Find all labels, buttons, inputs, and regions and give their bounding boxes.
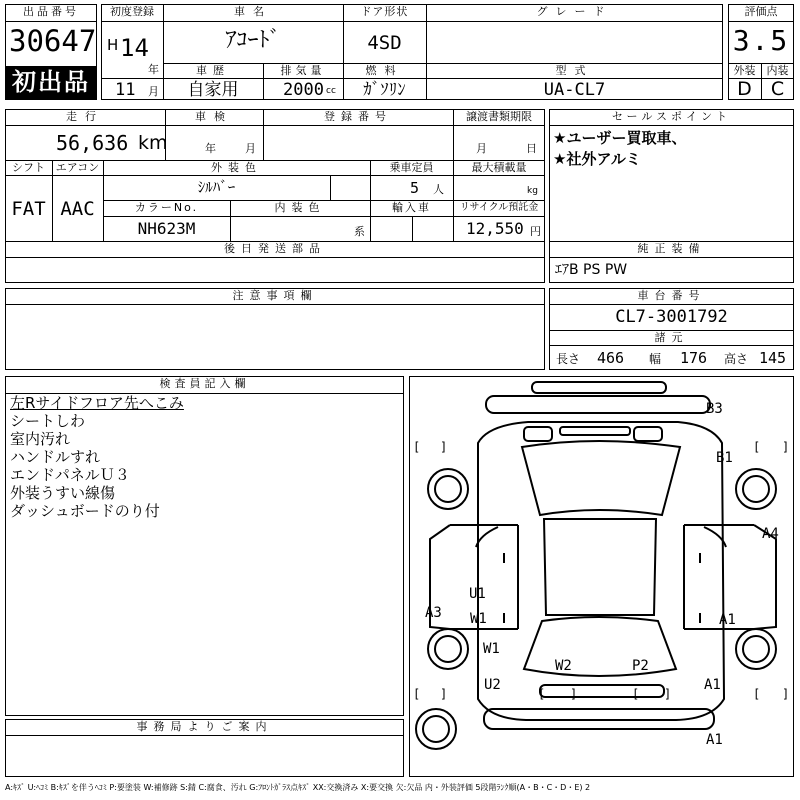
door-label: ドア形状 bbox=[360, 5, 409, 18]
color-no-label: カラーNo. bbox=[134, 201, 199, 214]
equipment-value: ｴｱB PS PW bbox=[555, 262, 628, 278]
lot-number: 30647 bbox=[9, 24, 97, 58]
equipment-label: 純正装備 bbox=[637, 242, 706, 255]
load-unit: kg bbox=[527, 186, 538, 196]
inspection-month-unit: 月 bbox=[245, 142, 256, 155]
inspector-remark-line: ハンドルすれ bbox=[10, 448, 101, 466]
int-color-label: 内装色 bbox=[274, 201, 326, 214]
lot-label: 出品番号 bbox=[23, 5, 79, 18]
ac-label: エアコン bbox=[55, 161, 100, 174]
damage-mark: U1 bbox=[469, 586, 486, 602]
bracket-mark: ] bbox=[440, 440, 448, 454]
mileage-value: 56,636 bbox=[56, 131, 129, 155]
mileage-unit: km bbox=[138, 132, 168, 154]
bracket-mark: ] bbox=[440, 687, 448, 701]
inspector-remark-line: ダッシュボードのり付 bbox=[10, 502, 160, 520]
damage-mark: B3 bbox=[706, 401, 723, 417]
inspector-remark-line: エンドパネルＵ３ bbox=[10, 466, 130, 484]
inspector-remark-line: 左Rサイドフロア先へこみ bbox=[10, 394, 184, 412]
damage-mark: B1 bbox=[716, 450, 733, 466]
bracket-mark: [ bbox=[538, 687, 546, 701]
door-type: 4SD bbox=[367, 32, 402, 54]
fuel-label: 燃料 bbox=[365, 64, 404, 77]
chassis-number: CL7-3001792 bbox=[615, 307, 728, 327]
fuel-value: ｶﾞｿﾘﾝ bbox=[363, 80, 406, 100]
capacity-label: 乗車定員 bbox=[389, 161, 434, 174]
shift-value: FAT bbox=[11, 198, 46, 220]
color-no-value: NH623M bbox=[137, 219, 196, 238]
import-label: 輸入車 bbox=[392, 201, 431, 214]
width-value: 176 bbox=[680, 349, 708, 367]
sales-point-line: ★社外アルミ bbox=[553, 150, 641, 168]
legend-text: A:ｷｽﾞ U:ﾍｺﾐ B:ｷｽﾞを伴うﾍｺﾐ P:要塗装 W:補修跡 S:錆 C:腐食、汚れ G:ﾌﾛﾝﾄｶﾞﾗｽ点ｷｽﾞ XX:交換済み X:要交換 欠:欠品 内・外装評価 5段階ﾗﾝｸ順(A・B・C・D・E) 2 bbox=[5, 783, 591, 792]
bracket-mark: [ bbox=[753, 440, 761, 454]
chassis-label: 車台番号 bbox=[637, 289, 706, 302]
reg-month: 11 bbox=[115, 80, 136, 100]
damage-mark: A3 bbox=[425, 605, 442, 621]
year-unit: 年 bbox=[148, 63, 159, 76]
car-outline-drawing bbox=[410, 377, 793, 776]
history-value: 自家用 bbox=[187, 80, 239, 100]
inspection-label: 車検 bbox=[195, 110, 233, 123]
bracket-mark: ] bbox=[664, 687, 672, 701]
damage-mark: W1 bbox=[483, 641, 500, 657]
load-label: 最大積載量 bbox=[471, 161, 527, 174]
car-name: ｱｺｰﾄﾞ bbox=[225, 28, 281, 53]
damage-mark: U2 bbox=[484, 677, 501, 693]
transfer-label: 譲渡書類期限 bbox=[466, 110, 532, 123]
exterior-label: 外装 bbox=[733, 64, 756, 77]
length-value: 466 bbox=[597, 349, 625, 367]
recycle-value: 12,550 bbox=[466, 219, 524, 238]
reg-number-label: 登録番号 bbox=[324, 110, 392, 123]
score-label: 評価点 bbox=[744, 5, 778, 18]
int-color-unit: 系 bbox=[354, 225, 365, 238]
damage-mark: A1 bbox=[719, 612, 736, 628]
bracket-mark: [ bbox=[632, 687, 640, 701]
bracket-mark: [ bbox=[413, 687, 421, 701]
capacity-value: 5 bbox=[410, 179, 420, 197]
sales-points-label: セールスポイント bbox=[611, 110, 731, 123]
damage-mark: A4 bbox=[762, 526, 779, 542]
damage-mark: W2 bbox=[555, 658, 572, 674]
inspector-label: 検査員記入欄 bbox=[159, 377, 250, 390]
first-reg-label: 初度登録 bbox=[110, 5, 154, 18]
bracket-mark: [ bbox=[413, 440, 421, 454]
capacity-unit: 人 bbox=[433, 183, 444, 196]
ac-value: AAC bbox=[60, 198, 95, 220]
grade-label: グレード bbox=[536, 5, 613, 18]
month-unit: 月 bbox=[148, 85, 159, 98]
car-name-label: 車名 bbox=[234, 5, 272, 18]
shift-label: シフト bbox=[12, 161, 45, 174]
inspection-year-unit: 年 bbox=[205, 142, 216, 155]
interior-grade: C bbox=[770, 78, 785, 100]
history-label: 車歴 bbox=[196, 64, 230, 77]
displacement-unit: cc bbox=[326, 86, 336, 96]
damage-mark: P2 bbox=[632, 658, 649, 674]
damage-mark: W1 bbox=[470, 611, 487, 627]
displacement-label: 排気量 bbox=[280, 64, 326, 77]
sales-point-line: ★ユーザー買取車、 bbox=[553, 129, 687, 147]
mileage-label: 走行 bbox=[66, 110, 104, 123]
car-damage-diagram bbox=[409, 376, 794, 777]
ext-color-label: 外装色 bbox=[211, 161, 262, 174]
later-parts-label: 後日発送部品 bbox=[224, 242, 326, 255]
exterior-grade: D bbox=[737, 78, 752, 100]
bracket-mark: [ bbox=[753, 687, 761, 701]
recycle-label: リサイクル預託金 bbox=[459, 202, 539, 213]
model-value: UA-CL7 bbox=[543, 80, 606, 100]
inspector-remark-line: 外装うすい線傷 bbox=[10, 484, 116, 502]
inspector-remark-line: シートしわ bbox=[10, 412, 86, 430]
interior-label: 内装 bbox=[766, 64, 789, 77]
transfer-month-unit: 月 bbox=[476, 142, 487, 155]
width-label: 幅 bbox=[649, 352, 662, 366]
model-label: 型式 bbox=[555, 64, 594, 77]
length-label: 長さ bbox=[556, 352, 581, 366]
bracket-mark: ] bbox=[782, 687, 790, 701]
height-value: 145 bbox=[759, 349, 787, 367]
transfer-day-unit: 日 bbox=[526, 142, 537, 155]
height-label: 高さ bbox=[724, 352, 749, 366]
damage-mark: A1 bbox=[706, 732, 723, 748]
dims-label: 諸元 bbox=[654, 331, 689, 344]
score-value: 3.5 bbox=[732, 24, 790, 57]
bracket-mark: ] bbox=[570, 687, 578, 701]
reg-year: 14 bbox=[120, 34, 149, 62]
first-listing-badge: 初出品 bbox=[6, 66, 96, 99]
recycle-unit: 円 bbox=[530, 225, 541, 238]
inspector-remark-line: 室内汚れ bbox=[10, 430, 71, 448]
notes-label: 注意事項欄 bbox=[232, 289, 318, 302]
damage-mark: A1 bbox=[704, 677, 721, 693]
ext-color-value: ｼﾙﾊﾞｰ bbox=[197, 178, 236, 196]
bracket-mark: ] bbox=[782, 440, 790, 454]
office-label: 事務局よりご案内 bbox=[136, 720, 273, 733]
displacement-value: 2000 bbox=[283, 80, 324, 100]
era: H bbox=[107, 36, 119, 54]
